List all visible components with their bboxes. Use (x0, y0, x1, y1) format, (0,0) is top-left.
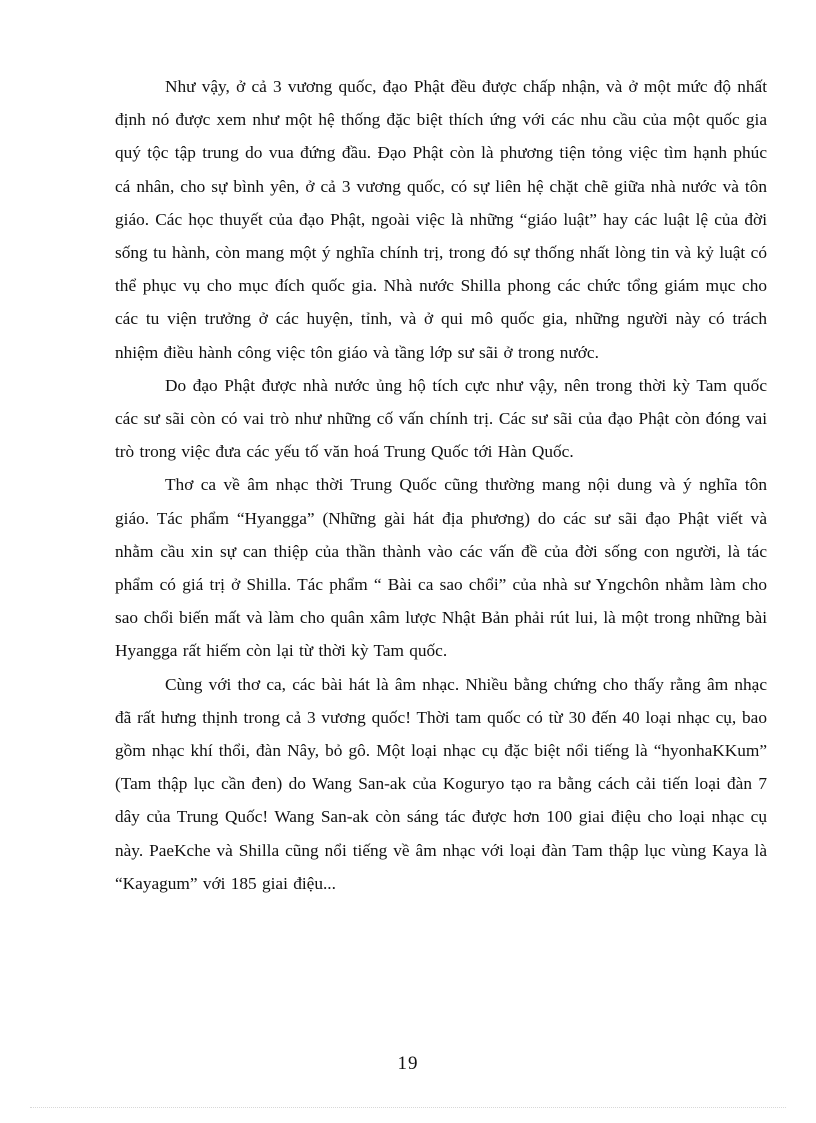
paragraph-2: Do đạo Phật được nhà nước ủng hộ tích cực như vậy, nên trong thời kỳ Tam quốc các sư sãi còn có vai trò như những cố vấn chính trị. Các sư sãi của đạo Phật còn đóng vai trò trong việc đưa các yếu tố văn hoá Trung Quốc tới Hàn Quốc. (115, 375, 767, 462)
body-text (115, 70, 767, 900)
page-number: 19 (397, 1053, 419, 1074)
paragraph-1: Như vậy, ở cả 3 vương quốc, đạo Phật đều được chấp nhận, và ở một mức độ nhất định nó được xem như một hệ thống đặc biệt thích ứng với các nhu cầu của một quốc gia quý tộc tập trung do vua đứng đầu. Đạo Phật còn là phương tiện tỏng việc tìm hạnh phúc cá nhân, cho sự bình yên, ở cả 3 vương quốc, có sự liên hệ chặt chẽ giữa nhà nước và tôn giáo. Các học thuyết của đạo Phật, ngoài việc là những “giáo luật” hay các luật lệ của đời sống tu hành, còn mang một ý nghĩa chính trị, trong đó sự thống nhất lòng tin và kỷ luật có thể phục vụ cho mục đích quốc gia. Nhà nước Shilla phong các chức tổng giám mục cho các tu viện trưởng ở các huyện, tỉnh, và ở qui mô quốc gia, những người này có trách nhiệm điều hành công việc tôn giáo và tầng lớp sư sãi ở trong nước. (115, 77, 767, 362)
paragraph-3: Thơ ca về âm nhạc thời Trung Quốc cũng thường mang nội dung và ý nghĩa tôn giáo. Tác phẩm “Hyangga” (Những gài hát địa phương) do các sư sãi đạo Phật viết và nhằm cầu xin sự can thiệp của thần thành vào các vấn đề của đời sống con người, là tác phẩm có giá trị ở Shilla. Tác phẩm “ Bài ca sao chổi” của nhà sư Yngchôn nhằm làm cho sao chổi biến mất và làm cho quân xâm lược Nhật Bản phải rút lui, là một trong những bài Hyangga rất hiếm còn lại từ thời kỳ Tam quốc. (115, 475, 767, 661)
paragraph-4: Cùng với thơ ca, các bài hát là âm nhạc. Nhiều bằng chứng cho thấy rằng âm nhạc đã rất hưng thịnh trong cả 3 vương quốc! Thời tam quốc có từ 30 đến 40 loại nhạc cụ, bao gồm nhạc khí thổi, đàn Nây, bỏ gô. Một loại nhạc cụ đặc biệt nổi tiếng là “hyonhaKKum” (Tam thập lục cần đen) do Wang San-ak của Koguryo tạo ra bằng cách cải tiến loại đàn 7 dây của Trung Quốc! Wang San-ak còn sáng tác được hơn 100 giai điệu cho loại nhạc cụ này. PaeKche và Shilla cũng nổi tiếng về âm nhạc với loại đàn Tam thập lục vùng Kaya là “Kayagum” với 185 giai điệu... (115, 674, 767, 893)
footer-divider (30, 1107, 786, 1108)
